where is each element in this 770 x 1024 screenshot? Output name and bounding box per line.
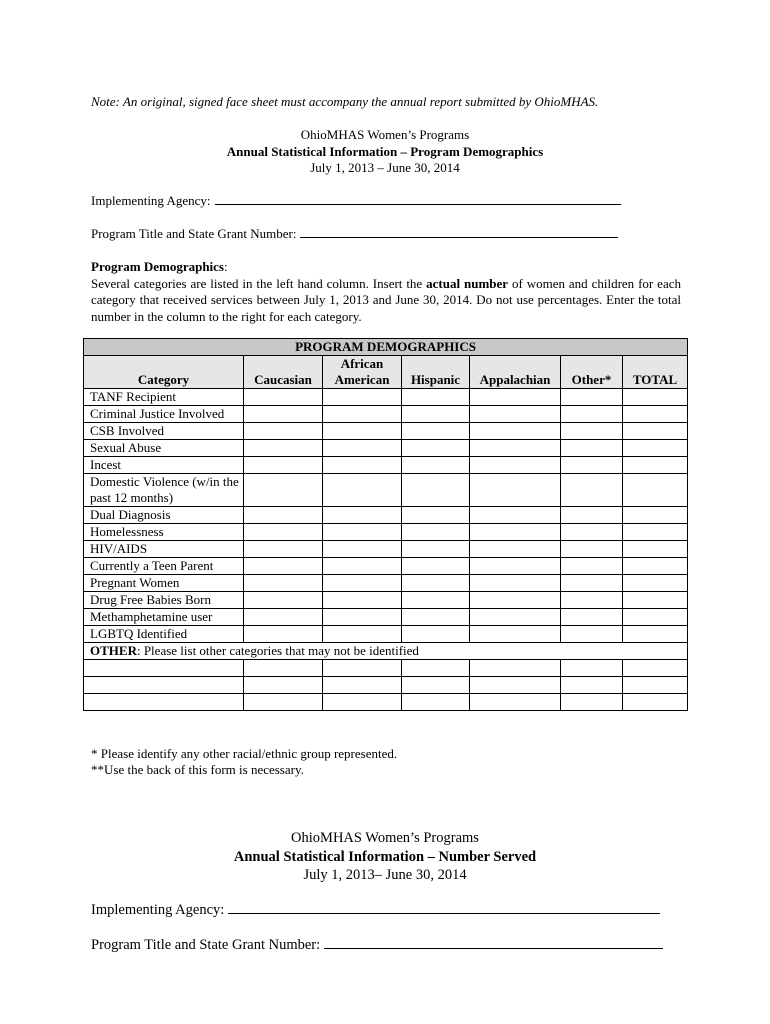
table-row xyxy=(84,507,688,524)
footnote-2: **Use the back of this form is necessary. xyxy=(91,762,304,777)
blank-row xyxy=(84,677,688,694)
entry-cell[interactable] xyxy=(323,592,402,609)
category-cell: Methamphetamine user xyxy=(84,609,244,626)
entry-cell[interactable] xyxy=(470,541,561,558)
instructions-text-1: Several categories are listed in the left hand column. Insert the xyxy=(91,275,427,291)
entry-cell[interactable] xyxy=(323,524,402,541)
entry-cell[interactable] xyxy=(244,541,323,558)
section1-dates: July 1, 2013 – June 30, 2014 xyxy=(310,160,460,175)
col-caucasian: Caucasian xyxy=(244,356,323,389)
entry-cell[interactable] xyxy=(402,423,470,440)
category-cell: Drug Free Babies Born xyxy=(84,592,244,609)
table-row xyxy=(84,592,688,609)
entry-cell[interactable] xyxy=(244,507,323,524)
demographics-heading: Program Demographics xyxy=(91,259,224,274)
category-cell: Pregnant Women xyxy=(84,575,244,592)
program-input-line-2[interactable] xyxy=(324,937,663,949)
entry-cell[interactable] xyxy=(561,609,623,626)
entry-cell[interactable] xyxy=(561,406,623,423)
entry-cell[interactable] xyxy=(470,457,561,474)
other-row xyxy=(84,643,688,660)
entry-cell[interactable] xyxy=(244,524,323,541)
entry-cell[interactable] xyxy=(623,389,688,406)
table-row xyxy=(84,609,688,626)
entry-cell[interactable] xyxy=(244,440,323,457)
entry-cell[interactable] xyxy=(402,541,470,558)
entry-cell[interactable] xyxy=(623,541,688,558)
agency-input-line-2[interactable] xyxy=(228,902,660,914)
program-input-line[interactable] xyxy=(300,226,618,238)
entry-cell[interactable] xyxy=(323,575,402,592)
entry-cell[interactable] xyxy=(402,558,470,575)
entry-cell[interactable] xyxy=(561,423,623,440)
entry-cell[interactable] xyxy=(323,406,402,423)
entry-cell[interactable] xyxy=(402,575,470,592)
entry-cell[interactable] xyxy=(623,575,688,592)
col-other: Other* xyxy=(561,356,623,389)
section2-org: OhioMHAS Women’s Programs xyxy=(291,830,479,846)
entry-cell[interactable] xyxy=(244,609,323,626)
table-row xyxy=(84,626,688,643)
entry-cell[interactable] xyxy=(402,474,470,507)
entry-cell[interactable] xyxy=(470,440,561,457)
entry-cell[interactable] xyxy=(561,541,623,558)
blank-row xyxy=(84,660,688,677)
agency-input-line[interactable] xyxy=(215,193,621,205)
entry-cell[interactable] xyxy=(470,423,561,440)
other-text: : Please list other categories that may not be identified xyxy=(136,643,419,658)
section1-program-field[interactable] xyxy=(91,226,618,242)
col-hispanic: Hispanic xyxy=(402,356,470,389)
entry-cell[interactable] xyxy=(402,524,470,541)
category-cell: Currently a Teen Parent xyxy=(84,558,244,575)
entry-cell[interactable] xyxy=(323,558,402,575)
entry-cell[interactable] xyxy=(561,575,623,592)
instructions-text-2: of women and children for each category that received services between July 1, 2013 and June 30, 2014. Do not use percentages. Enter the total number in the column to the right for each category. xyxy=(91,275,681,324)
demographics-table xyxy=(83,338,688,711)
entry-cell[interactable] xyxy=(244,389,323,406)
demographics-instructions: Program Demographics: Several categories are listed in the left hand column. Insert the actual number of women and children for each category that received services between July 1, 2013 and June 30, 2014. Do not use percentages. Enter the total number in the column to the right for each category. xyxy=(91,259,681,324)
entry-cell[interactable] xyxy=(244,457,323,474)
entry-cell[interactable] xyxy=(244,626,323,643)
entry-cell[interactable] xyxy=(323,423,402,440)
entry-cell[interactable] xyxy=(244,558,323,575)
section1-title: Annual Statistical Information – Program Demographics xyxy=(226,144,544,159)
entry-cell[interactable] xyxy=(470,406,561,423)
section2-dates: July 1, 2013– June 30, 2014 xyxy=(303,867,467,883)
col-category: Category xyxy=(84,356,244,389)
entry-cell[interactable] xyxy=(623,609,688,626)
entry-cell[interactable] xyxy=(402,389,470,406)
entry-cell[interactable] xyxy=(244,575,323,592)
program-label-2: Program Title and State Grant Number: xyxy=(91,937,321,953)
entry-cell[interactable] xyxy=(470,389,561,406)
entry-cell[interactable] xyxy=(323,440,402,457)
entry-cell[interactable] xyxy=(323,457,402,474)
table-title: PROGRAM DEMOGRAPHICS xyxy=(84,339,688,356)
section2-program-field[interactable] xyxy=(91,937,663,954)
category-cell: TANF Recipient xyxy=(84,389,244,406)
entry-cell[interactable] xyxy=(244,406,323,423)
entry-cell[interactable] xyxy=(623,457,688,474)
entry-cell[interactable] xyxy=(623,524,688,541)
entry-cell[interactable] xyxy=(402,406,470,423)
category-cell: HIV/AIDS xyxy=(84,541,244,558)
entry-cell[interactable] xyxy=(561,457,623,474)
program-label: Program Title and State Grant Number: xyxy=(91,226,297,241)
table-row xyxy=(84,423,688,440)
category-cell: LGBTQ Identified xyxy=(84,626,244,643)
category-cell: Criminal Justice Involved xyxy=(84,406,244,423)
entry-cell[interactable] xyxy=(470,524,561,541)
blank-row xyxy=(84,694,688,711)
entry-cell[interactable] xyxy=(623,626,688,643)
entry-cell[interactable] xyxy=(470,558,561,575)
table-row xyxy=(84,575,688,592)
table-row xyxy=(84,558,688,575)
category-cell: Incest xyxy=(84,457,244,474)
table-row xyxy=(84,389,688,406)
entry-cell[interactable] xyxy=(402,626,470,643)
entry-cell[interactable] xyxy=(402,592,470,609)
col-total: TOTAL xyxy=(623,356,688,389)
col-african-american: African American xyxy=(323,356,402,389)
entry-cell[interactable] xyxy=(623,440,688,457)
category-cell: Dual Diagnosis xyxy=(84,507,244,524)
table-row xyxy=(84,406,688,423)
entry-cell[interactable] xyxy=(244,474,323,507)
footnote-1: * Please identify any other racial/ethnic group represented. xyxy=(91,746,398,761)
entry-cell[interactable] xyxy=(623,507,688,524)
section1-agency-field[interactable] xyxy=(91,193,621,209)
entry-cell[interactable] xyxy=(561,440,623,457)
other-bold: OTHER xyxy=(90,643,137,658)
entry-cell[interactable] xyxy=(470,609,561,626)
entry-cell[interactable] xyxy=(561,507,623,524)
table-row xyxy=(84,457,688,474)
entry-cell[interactable] xyxy=(323,626,402,643)
agency-label: Implementing Agency: xyxy=(91,193,211,208)
entry-cell[interactable] xyxy=(561,626,623,643)
entry-cell[interactable] xyxy=(561,558,623,575)
entry-cell[interactable] xyxy=(561,592,623,609)
section1-org: OhioMHAS Women’s Programs xyxy=(300,127,470,142)
entry-cell[interactable] xyxy=(623,474,688,507)
entry-cell[interactable] xyxy=(402,609,470,626)
entry-cell[interactable] xyxy=(470,592,561,609)
entry-cell[interactable] xyxy=(623,406,688,423)
category-cell: Sexual Abuse xyxy=(84,440,244,457)
entry-cell[interactable] xyxy=(244,423,323,440)
entry-cell[interactable] xyxy=(323,609,402,626)
entry-cell[interactable] xyxy=(402,457,470,474)
entry-cell[interactable] xyxy=(470,474,561,507)
col-appalachian: Appalachian xyxy=(470,356,561,389)
entry-cell[interactable] xyxy=(323,541,402,558)
entry-cell[interactable] xyxy=(623,592,688,609)
entry-cell[interactable] xyxy=(323,474,402,507)
entry-cell[interactable] xyxy=(402,507,470,524)
instructions-bold: actual number xyxy=(426,275,509,291)
entry-cell[interactable] xyxy=(470,575,561,592)
entry-cell[interactable] xyxy=(561,389,623,406)
entry-cell[interactable] xyxy=(470,507,561,524)
table-row xyxy=(84,474,688,507)
note-text: Note: An original, signed face sheet must accompany the annual report submitted by OhioMHAS. xyxy=(91,94,599,109)
section2-title: Annual Statistical Information – Number Served xyxy=(233,849,537,865)
category-cell: Domestic Violence (w/in the past 12 months) xyxy=(84,474,244,507)
entry-cell[interactable] xyxy=(470,626,561,643)
table-row xyxy=(84,440,688,457)
entry-cell[interactable] xyxy=(561,474,623,507)
category-cell: CSB Involved xyxy=(84,423,244,440)
category-cell: Homelessness xyxy=(84,524,244,541)
entry-cell[interactable] xyxy=(244,592,323,609)
table-row xyxy=(84,524,688,541)
entry-cell[interactable] xyxy=(323,507,402,524)
entry-cell[interactable] xyxy=(623,423,688,440)
entry-cell[interactable] xyxy=(402,440,470,457)
entry-cell[interactable] xyxy=(623,558,688,575)
table-row xyxy=(84,541,688,558)
entry-cell[interactable] xyxy=(323,389,402,406)
entry-cell[interactable] xyxy=(561,524,623,541)
agency-label-2: Implementing Agency: xyxy=(91,902,225,918)
section2-agency-field[interactable] xyxy=(91,902,660,919)
table-body xyxy=(84,389,688,643)
